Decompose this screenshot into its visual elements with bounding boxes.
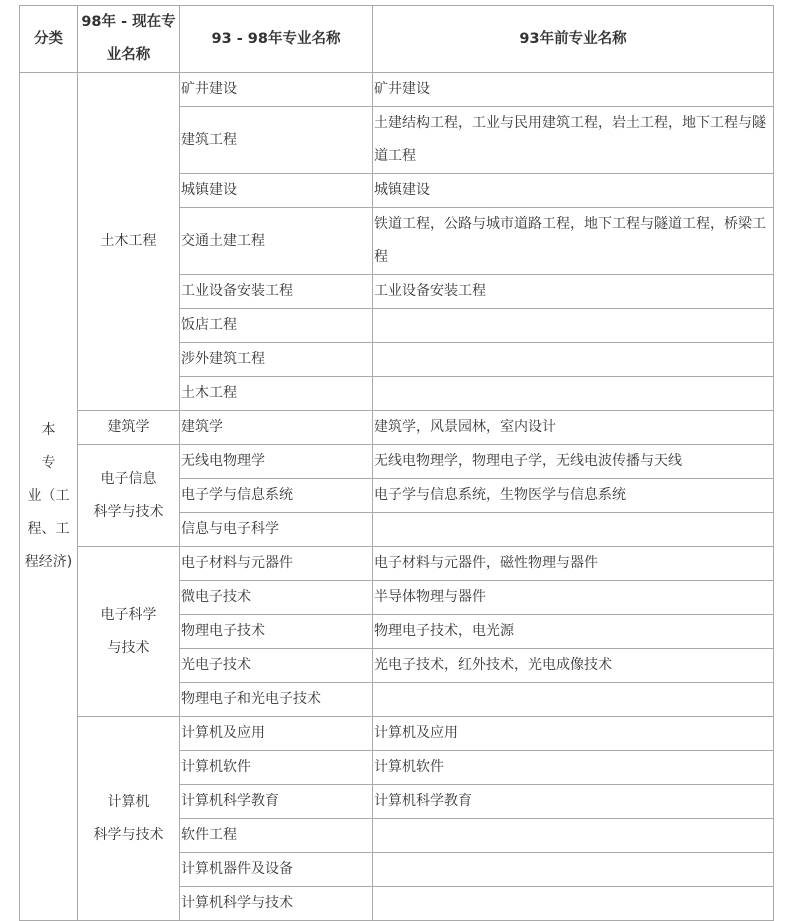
table-row (20, 717, 774, 751)
mid-major-cell: 无线电物理学 (180, 445, 373, 479)
mid-major-cell: 计算机科学教育 (180, 785, 373, 819)
old-major-cell: 计算机科学教育 (373, 785, 774, 819)
mid-major-cell: 建筑工程 (180, 107, 373, 174)
mid-major-cell: 电子材料与元器件 (180, 547, 373, 581)
old-major-cell: 计算机及应用 (373, 717, 774, 751)
category-line: 本 (41, 422, 56, 438)
current-major-cell (78, 73, 180, 411)
current-major-cell (78, 547, 180, 717)
mid-major-cell: 物理电子技术 (180, 615, 373, 649)
current-major-line: 土木工程 (100, 233, 157, 249)
mid-major-cell: 矿井建设 (180, 73, 373, 107)
current-major-line: 科学与技术 (93, 503, 164, 520)
header-pre-93-major: 93年前专业名称 (373, 6, 774, 73)
header-current-line: 业名称 (106, 47, 151, 63)
old-major-cell (373, 683, 774, 717)
current-major-cell (78, 717, 180, 921)
mid-major-cell: 工业设备安装工程 (180, 275, 373, 309)
old-major-cell: 铁道工程，公路与城市道路工程，地下工程与隧道工程，桥梁工程 (373, 208, 774, 275)
old-major-cell: 建筑学，风景园林，室内设计 (373, 411, 774, 445)
mid-major-cell: 物理电子和光电子技术 (180, 683, 373, 717)
header-row (20, 6, 774, 73)
current-major-line: 计算机 (107, 793, 150, 810)
mid-major-cell: 光电子技术 (180, 649, 373, 683)
mid-major-cell: 软件工程 (180, 819, 373, 853)
category-line: 程、工 (27, 521, 70, 537)
current-major-line: 电子信息 (100, 470, 157, 487)
old-major-cell: 半导体物理与器件 (373, 581, 774, 615)
old-major-cell (373, 819, 774, 853)
old-major-cell: 城镇建设 (373, 174, 774, 208)
mid-major-cell: 交通土建工程 (180, 208, 373, 275)
old-major-cell: 电子学与信息系统，生物医学与信息系统 (373, 479, 774, 513)
old-major-cell (373, 513, 774, 547)
old-major-cell (373, 853, 774, 887)
table-row (20, 547, 774, 581)
old-major-cell (373, 309, 774, 343)
current-major-line: 电子科学 (100, 606, 157, 623)
category-cell (20, 73, 78, 921)
mid-major-cell: 计算机科学与技术 (180, 887, 373, 921)
mid-major-cell: 饭店工程 (180, 309, 373, 343)
current-major-line: 科学与技术 (93, 826, 164, 843)
current-major-cell (78, 411, 180, 445)
header-93-98-major: 93 - 98年专业名称 (180, 6, 373, 73)
mid-major-cell: 城镇建设 (180, 174, 373, 208)
mid-major-cell: 土木工程 (180, 377, 373, 411)
table-row (20, 445, 774, 479)
mid-major-cell: 涉外建筑工程 (180, 343, 373, 377)
mid-major-cell: 计算机器件及设备 (180, 853, 373, 887)
old-major-cell: 物理电子技术，电光源 (373, 615, 774, 649)
mid-major-cell: 信息与电子科学 (180, 513, 373, 547)
category-line: 业（工 (27, 488, 70, 504)
major-mapping-table (19, 5, 774, 921)
old-major-cell: 无线电物理学，物理电子学，无线电波传播与天线 (373, 445, 774, 479)
old-major-cell (373, 343, 774, 377)
current-major-line: 与技术 (107, 639, 150, 656)
old-major-cell: 土建结构工程，工业与民用建筑工程，岩土工程，地下工程与隧道工程 (373, 107, 774, 174)
old-major-cell: 计算机软件 (373, 751, 774, 785)
old-major-cell (373, 887, 774, 921)
current-major-cell (78, 445, 180, 547)
header-category: 分类 (20, 6, 78, 73)
header-current-major (78, 6, 180, 73)
header-current-line: 98年 - 现在专 (81, 14, 176, 30)
mid-major-cell: 建筑学 (180, 411, 373, 445)
table-row (20, 411, 774, 445)
old-major-cell: 电子材料与元器件，磁性物理与器件 (373, 547, 774, 581)
old-major-cell (373, 377, 774, 411)
old-major-cell: 光电子技术，红外技术，光电成像技术 (373, 649, 774, 683)
table-row (20, 73, 774, 107)
mid-major-cell: 计算机及应用 (180, 717, 373, 751)
mid-major-cell: 电子学与信息系统 (180, 479, 373, 513)
category-line: 专 (41, 455, 56, 471)
current-major-line: 建筑学 (107, 419, 150, 435)
category-line: 程经济) (24, 554, 73, 570)
mid-major-cell: 微电子技术 (180, 581, 373, 615)
old-major-cell: 矿井建设 (373, 73, 774, 107)
old-major-cell: 工业设备安装工程 (373, 275, 774, 309)
mid-major-cell: 计算机软件 (180, 751, 373, 785)
